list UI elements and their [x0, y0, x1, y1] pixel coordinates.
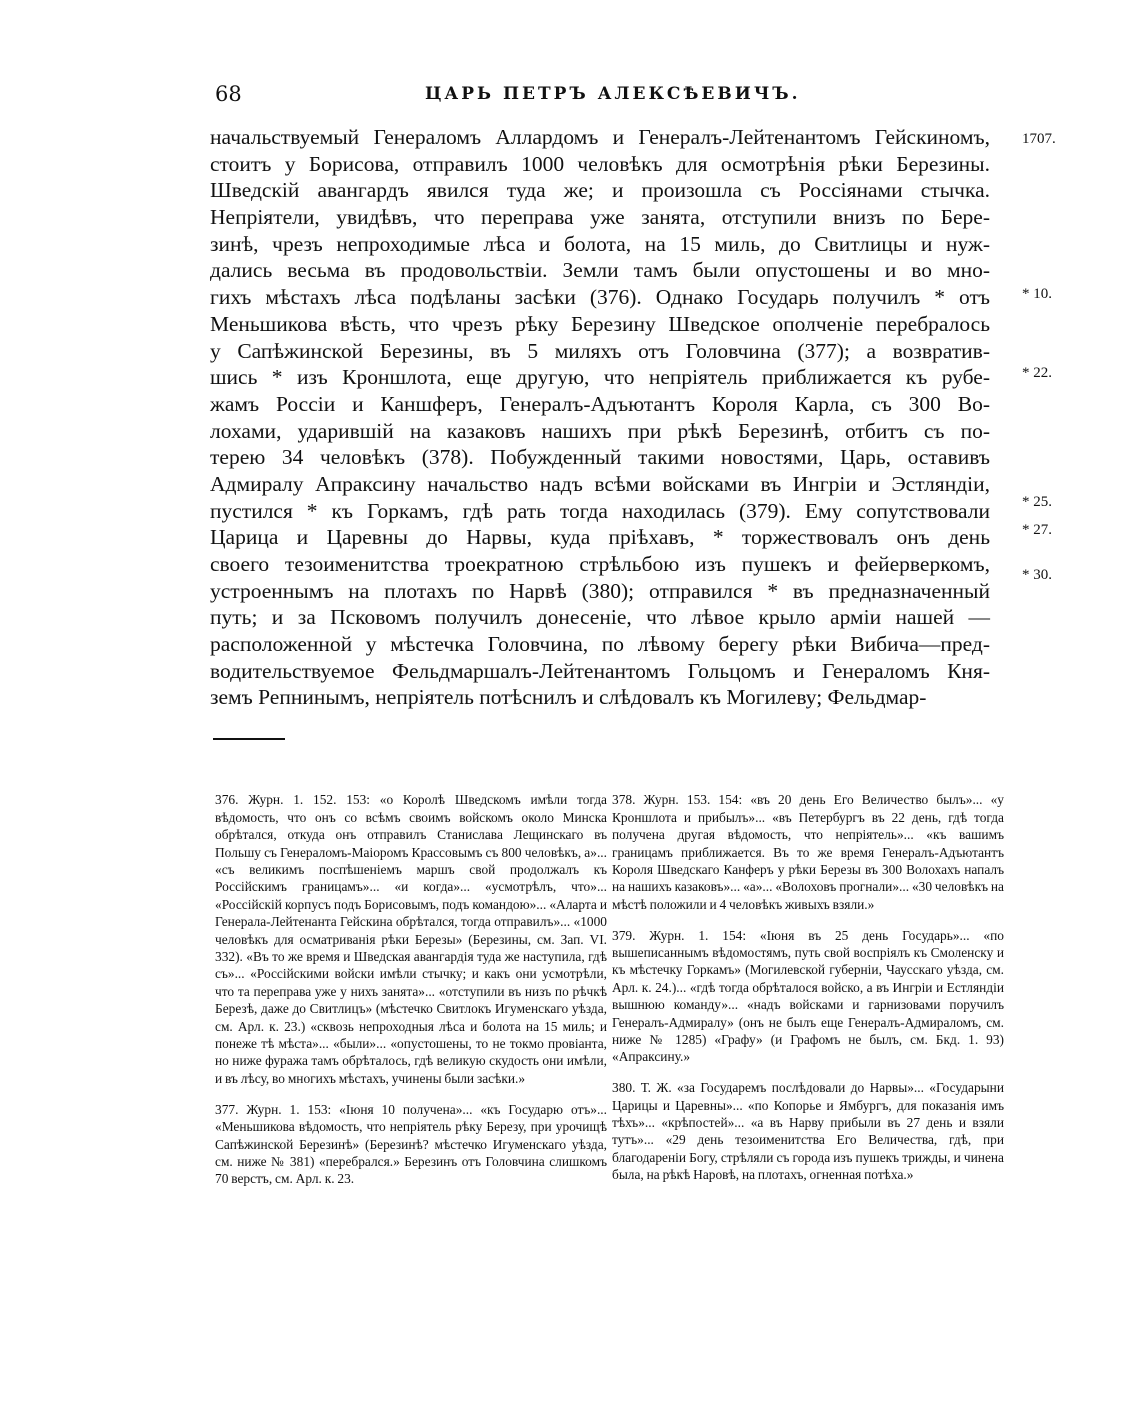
margin-date-27: * 27.	[1022, 522, 1052, 538]
text-line: Адмиралу Апраксину начальство надъ всѣми войсками въ Ингріи и Эстляндіи,	[210, 471, 990, 496]
footnotes-left-column	[215, 778, 607, 1197]
text-line: дались весьма въ продовольствіи. Земли тамъ были опустошены и во мно-	[210, 258, 990, 283]
text-line: водительствуемое Фельдмаршалъ-Лейтенантомъ Гольцомъ и Генераломъ Кня-	[210, 658, 990, 683]
text-line: стоитъ у Борисова, отправилъ 1000 человѣкъ для осмотрѣнія рѣки Березины.	[210, 151, 990, 176]
text-line: начальствуемый Генераломъ Аллардомъ и Генералъ-Лейтенантомъ Гейскиномъ,	[210, 125, 990, 149]
text-line: у Сапѣжинской Березины, въ 5 миляхъ отъ Головчина (377); а возвратив-	[210, 338, 990, 363]
text-line: путь; и за Псковомъ получилъ донесеніе, что лѣвое крыло арміи нашей —	[210, 605, 990, 630]
footnote-377: 377. Журн. 1. 153: «Іюня 10 получена»... «къ Государю отъ»... «Меньшикова вѣдомость, что непріятель рѣку Березу, при урочищѣ Сапѣжинской Березинѣ» (Березинѣ? мѣстечко Игуменскаго уѣзда, см. ниже № 381) «перебрался.» Березинъ отъ Головчина слишкомъ 70 верстъ, см. Арл. к. 23.	[215, 1101, 607, 1187]
text-line: жамъ Россіи и Каншферъ, Генералъ-Адъютантъ Короля Карла, съ 300 Во-	[210, 391, 990, 416]
text-line: Непріятели, увидѣвъ, что переправа уже занята, отступили внизъ по Бере-	[210, 205, 990, 230]
text-line: терею 34 человѣкъ (378). Побужденный такими новостями, Царь, оставивъ	[210, 445, 990, 470]
page-number: 68	[215, 82, 242, 106]
margin-date-30: * 30.	[1022, 567, 1052, 583]
text-line: пустился * къ Горкамъ, гдѣ рать тогда находилась (379). Ему сопутствовали	[210, 498, 990, 523]
running-title: ЦАРЬ ПЕТРЪ АЛЕКСѢЕВИЧЪ.	[425, 84, 801, 104]
footnote-rule	[213, 738, 285, 740]
footnote-378: 378. Журн. 153. 154: «въ 20 день Его Величество былъ»... «у Кроншлота и прибылъ»... «въ Петербургъ въ 22 день, гдѣ тогда получена другая вѣдомость, что непріятель»... «къ вашимъ границамъ приближается. Въ то же время Генералъ-Адъютантъ Короля Шведскаго Канферъ у рѣки Березы въ 300 Волохахъ напалъ на нашихъ казаковъ»... «а»... «Волоховъ прогнали»... «30 человѣкъ на мѣстѣ положили и 4 человѣкъ живыхъ взяли.»	[612, 792, 1004, 912]
margin-date-25: * 25.	[1022, 494, 1052, 510]
footnote-376: 376. Журн. 1. 152. 153: «о Королѣ Шведскомъ имѣли тогда вѣдомость, что онъ со всѣмъ своимъ войскомъ около Минска обрѣтался, откуда онъ отправилъ Станислава Лещинскаго въ Польшу съ Генераломъ-Маіоромъ Крассовымъ съ 800 человѣкъ, а»... «съ великимъ поспѣшеніемъ маршъ свой продолжалъ къ Россійскимъ границамъ»... «и когда»... «усмотрѣлъ, что»... «Россійскій корпусъ подъ Борисовымъ, подъ командою»... «Аларта и Генерала-Лейтенанта Гейскина обрѣтался, тогда отправилъ»... «1000 человѣкъ для осматриванія рѣки Березы» (Березины, см. Зап. VI. 332). «Въ то же время и Шведская авангардія туда же наступила, гдѣ съ»... «Россійскими войски имѣли стычку; и какъ они усмотрѣли, что та переправа уже у нихъ занята»... «отступили въ низъ по рѣчкѣ Березѣ, даже до Свитлицъ» (мѣстечко Свитлокъ Игуменскаго уѣзда, см. Арл. к. 23.) «сквозь непроходныя лѣса и болота на 15 миль; и понеже тѣ мѣста»... «были»... «опустошены, то не токмо провіанта, но ниже фуража тамъ обрѣталось, гдѣ великую скудость они имѣли, и въ лѣсу, во многихъ мѣстахъ, учинены были засѣки.»	[215, 792, 607, 1086]
text-line: земъ Репнинымъ, непріятель потѣснилъ и слѣдовалъ къ Могилеву; Фельдмар-	[210, 685, 927, 710]
footnote-379: 379. Журн. 1. 154: «Іюня въ 25 день Государь»... «по вышеписаннымъ вѣдомостямъ, путь свой воспріялъ къ Смоленску и къ мѣстечку Горкамъ» (Могилевской губерніи, Чаусскаго уѣзда, см. Арл. к. 24.)... «гдѣ тогда обрѣталося войско, а въ Ингріи и Естляндіи вышнюю команду»... «надъ войсками и гарнизовами поручилъ Генералъ-Адмиралу» (онъ не былъ еще Генералъ-Адмираломъ, см. ниже № 1285) «Графу» (и Графомъ не былъ, см. Бкд. 1. 93) «Апраксину.»	[612, 927, 1004, 1065]
text-line: лохами, ударившій на казаковъ нашихъ при рѣкѣ Березинѣ, отбитъ съ по-	[210, 418, 990, 443]
footnotes-right-column	[612, 778, 1004, 1193]
text-line: Царица и Царевны до Нарвы, куда пріѣхавъ, * торжествовалъ онъ день	[210, 525, 990, 550]
text-line: своего тезоименитства троекратною стрѣльбою изъ пушекъ и фейерверкомъ,	[210, 552, 990, 576]
text-line: расположенной у мѣстечка Головчина, по лѣвому берегу рѣки Вибича—пред-	[210, 632, 990, 657]
main-text	[210, 124, 990, 711]
text-line: устроеннымъ на плотахъ по Нарвѣ (380); отправился * въ предназначенный	[210, 578, 990, 603]
text-line: шись * изъ Кроншлота, еще другую, что непріятель приближается къ рубе-	[210, 365, 990, 390]
text-line: зинѣ, чрезъ непроходимые лѣса и болота, на 15 миль, до Свитлицы и нуж-	[210, 231, 990, 256]
margin-date-10: * 10.	[1022, 286, 1052, 302]
text-line: Меньшикова вѣсть, что чрезъ рѣку Березину Шведское ополченіе перебралось	[210, 311, 990, 336]
footnote-380: 380. Т. Ж. «за Государемъ послѣдовали до Нарвы»... «Государыни Царицы и Царевны»... «по Копорье и Ямбургъ, для показанія имъ тѣхъ»... «крѣпостей»... «а въ Нарву прибыли въ 27 день и взяли тутъ»... «29 день тезоименитства Его Величества, гдѣ, при благодареніи Богу, стрѣляли съ города изъ пушекъ трижды, и чинена была, на рѣкѣ Наровѣ, на плотахъ, огненная потѣха.»	[612, 1080, 1004, 1183]
text-line: гихъ мѣстахъ лѣса подѣланы засѣки (376). Однако Государь получилъ * отъ	[210, 285, 990, 310]
text-line: Шведскій авангардъ явился туда же; и произошла съ Россіянами стычка.	[210, 178, 990, 203]
margin-year: 1707.	[1022, 131, 1056, 147]
margin-date-22: * 22.	[1022, 365, 1052, 381]
